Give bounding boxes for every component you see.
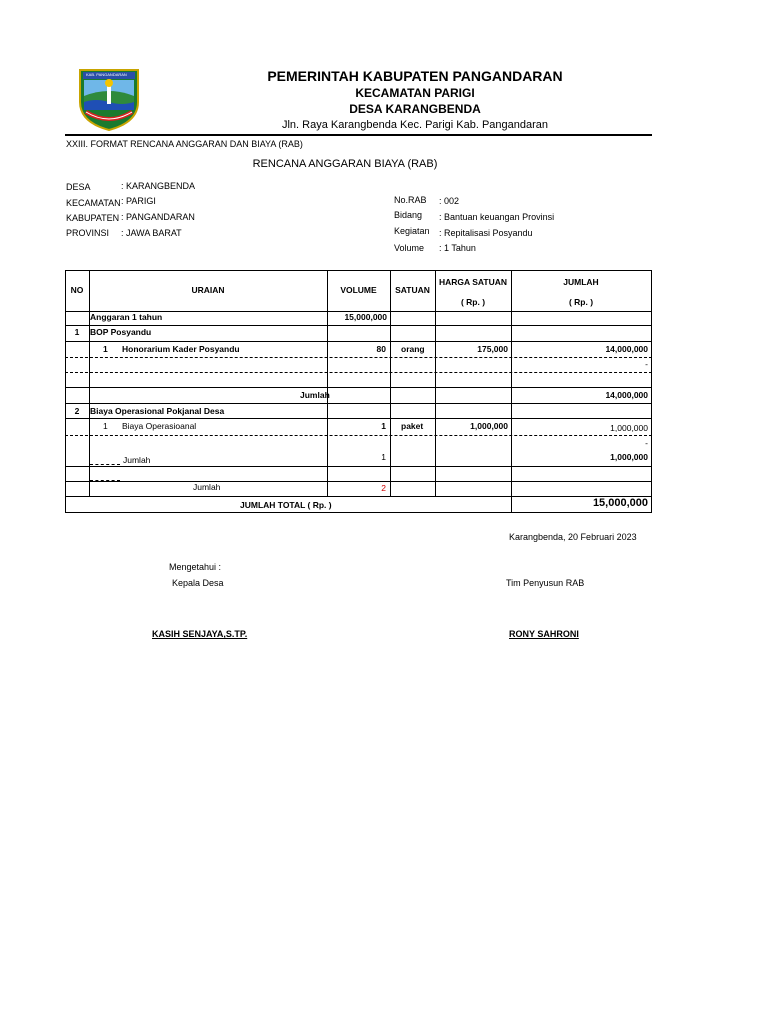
tim-penyusun-label: Tim Penyusun RAB [506,578,585,588]
row-line [65,403,652,404]
header-divider [65,134,652,136]
signatory-left: KASIH SENJAYA,S.TP. [152,629,248,639]
signatory-right: RONY SAHRONI [509,629,579,639]
place-date: Karangbenda, 20 Februari 2023 [509,532,637,542]
dash-value: - [645,438,648,448]
info-value-provinsi: : JAWA BARAT [121,228,182,238]
info-label-volume: Volume [394,243,425,253]
row1a-label: Honorarium Kader Posyandu [122,344,240,354]
row2a-volume: 1 [381,421,386,431]
info-label-norab: No.RAB [394,195,427,205]
row-line [65,466,652,467]
header-no: NO [70,285,84,295]
row-dash-line [65,372,652,373]
table-border-bottom [65,512,652,513]
info-value-volume: : 1 Tahun [439,243,476,253]
info-value-kabupaten: : PANGANDARAN [121,212,195,222]
header-harga-unit: ( Rp. ) [460,297,486,307]
total-label: JUMLAH TOTAL ( Rp. ) [240,500,332,510]
row-dash-line [90,464,120,465]
jumlah2-label: Jumlah [123,455,151,465]
col-line [89,270,90,497]
table-border-top [65,270,652,271]
header-harga-satuan: HARGA SATUAN [439,277,507,287]
row2a-harga: 1,000,000 [470,421,508,431]
district-logo [76,66,142,132]
info-value-bidang: : Bantuan keuangan Provinsi [439,212,555,222]
header-title: PEMERINTAH KABUPATEN PANGANDARAN [267,68,563,84]
row2a-jumlah: 1,000,000 [610,423,648,433]
row2a-satuan: paket [401,421,424,431]
header-uraian: URAIAN [191,285,225,295]
row2-label: Biaya Operasional Pokjanal Desa [90,406,225,416]
col-line [327,270,328,497]
header-address: Jln. Raya Karangbenda Kec. Parigi Kab. Pangandaran [281,119,548,131]
row-dash-line [65,357,652,358]
header-desa: DESA KARANGBENDA [349,102,481,116]
row2a-label: Biaya Operasioanal [122,421,197,431]
info-value-norab: : 002 [439,196,460,206]
budget-table [65,270,652,513]
jumlah1-label: Jumlah [300,390,330,400]
anggaran-label: Anggaran 1 tahun [90,312,163,322]
row-dash-line [65,435,652,436]
row-line [65,387,652,388]
row1-label: BOP Posyandu [90,327,152,337]
header-kecamatan: KECAMATAN PARIGI [355,86,475,100]
col-line [390,270,391,497]
row-line [65,481,652,482]
row-line [65,325,652,326]
row2-no: 2 [74,406,80,416]
info-value-kecamatan: : PARIGI [121,196,156,206]
row2a-no: 1 [103,421,108,431]
info-value-kegiatan: : Repitalisasi Posyandu [439,228,533,238]
info-label-kabupaten: KABUPATEN [66,213,120,223]
info-label-kecamatan: KECAMATAN [66,198,121,208]
jumlah3-volume: 2 [381,483,386,493]
anggaran-value: 15,000,000 [344,312,387,322]
logo-lettering: KAB. PANGANDARAN [86,72,127,77]
jumlah2-volume: 1 [381,452,386,462]
info-value-desa: : KARANGBENDA [121,181,196,191]
jumlah1-value: 14,000,000 [605,390,648,400]
row1-no: 1 [74,327,80,337]
table-border-left [65,270,66,513]
info-label-kegiatan: Kegiatan [394,226,430,236]
row-line [65,418,652,419]
row1a-volume: 80 [376,344,386,354]
document-title: RENCANA ANGGARAN BIAYA (RAB) [252,158,438,170]
row1a-jumlah: 14,000,000 [605,344,648,354]
row-line [65,341,652,342]
row1a-satuan: orang [401,344,425,354]
table-border-right [651,270,652,513]
header-jumlah: JUMLAH [563,277,599,287]
jumlah3-label: Jumlah [193,482,221,492]
row1a-harga: 175,000 [477,344,508,354]
section-title: XXIII. FORMAT RENCANA ANGGARAN DAN BIAYA (RAB) [66,139,303,149]
info-label-desa: DESA [66,182,91,192]
mengetahui-label: Mengetahui : [169,562,222,572]
info-label-bidang: Bidang [394,210,423,220]
total-value: 15,000,000 [592,497,648,509]
jumlah2-value: 1,000,000 [610,452,648,462]
header-satuan: SATUAN [395,285,430,295]
header-jumlah-unit: ( Rp. ) [568,297,594,307]
info-label-provinsi: PROVINSI [66,228,110,238]
kepala-desa-label: Kepala Desa [172,578,224,588]
dash-value: - [645,359,648,369]
row1a-no: 1 [103,344,108,354]
header-volume: VOLUME [340,285,377,295]
